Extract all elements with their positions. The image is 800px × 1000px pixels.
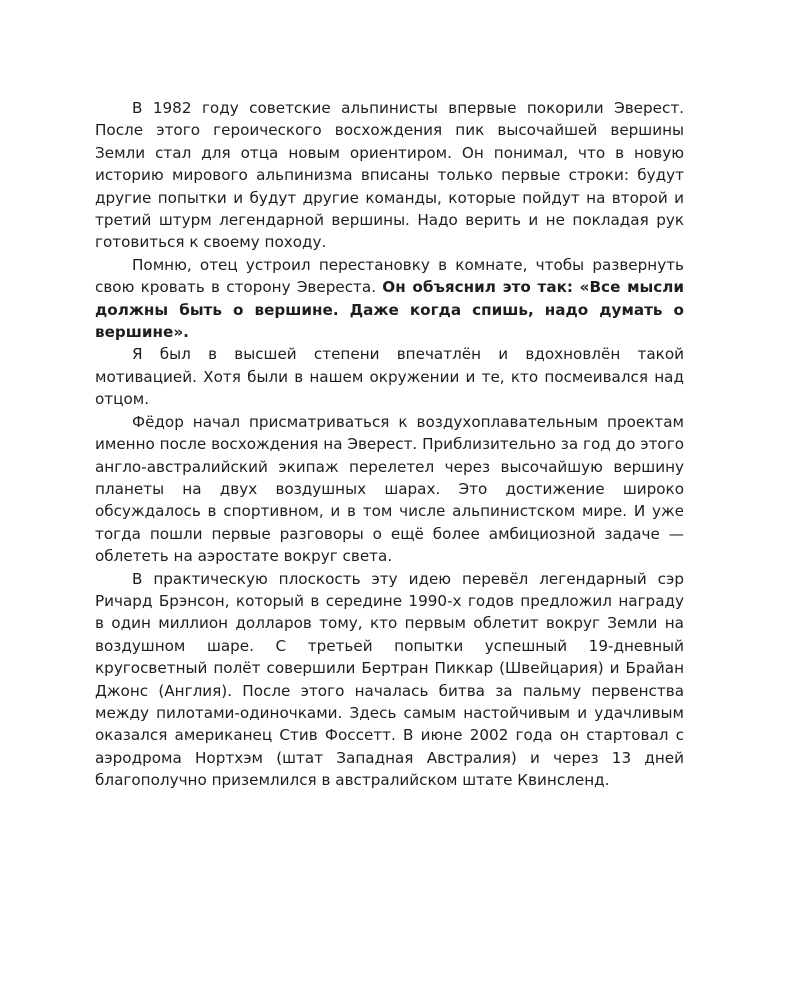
paragraph-text: Фёдор начал присматриваться к воздухоплавательным проектам именно после восхождения на Эверест. Приблизительно за год до этого англо-австралийский экипаж перелетел через высочайшую вершину планеты на двух воздушных шарах. Это достижение широко обсуждалось в спортивном, и в том числе альпинистском мире. И уже тогда пошли первые разговоры о ещё более амбициозной задаче — облететь на аэростате вокруг света. [95,412,684,566]
paragraph-everest-1982 [95,97,684,254]
paragraph-motivation [95,343,684,410]
paragraph-text: В 1982 году советские альпинисты впервые покорили Эверест. После этого героического восхождения пик высочайшей вершины Земли стал для отца новым ориентиром. Он понимал, что в новую историю мирового альпинизма вписаны только первые строки: будут другие попытки и будут другие команды, которые пойдут на второй и третий штурм легендарной вершины. Надо верить и не покладая рук готовиться к своему походу. [95,99,684,252]
bold-quote: Он объяснил это так: «Все мысли должны быть о вершине. Даже когда спишь, надо думать о вершине». [95,278,684,342]
page-body [95,97,684,792]
paragraph-balloon-projects [95,411,684,568]
paragraph-text: Я был в высшей степени впечатлён и вдохновлён такой мотивацией. Хотя были в нашем окружении и те, кто посмеивался над отцом. [95,345,684,409]
paragraph-text: В практическую плоскость эту идею перевёл легендарный сэр Ричард Брэнсон, который в середине 1990-х годов предложил награду в один миллион долларов тому, кто первым облетит вокруг Земли на воздушном шаре. С третьей попытки успешный 19-дневный кругосветный полёт совершили Бертран Пиккар (Швейцария) и Брайан Джонс (Англия). После этого началась битва за пальму первенства между пилотами-одиночками. Здесь самым настойчивым и удачливым оказался американец Стив Фоссетт. В июне 2002 года он стартовал с аэродрома Нортхэм (штат Западная Австралия) и через 13 дней благополучно приземлился в австралийском штате Квинсленд. [95,569,684,790]
paragraph-text: Помню, отец устроил перестановку в комнате, чтобы развернуть свою кровать в сторону Эвереста. [95,255,684,297]
paragraph-bed-rearrangement [95,254,684,344]
paragraph-branson-prize [95,568,684,792]
